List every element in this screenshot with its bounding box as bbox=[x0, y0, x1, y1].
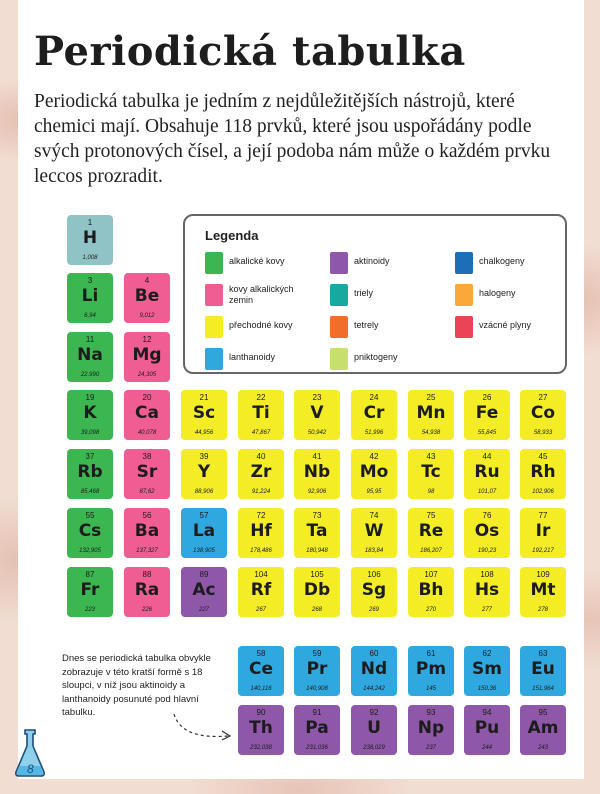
element-mo bbox=[351, 449, 397, 499]
element-symbol: Ce bbox=[248, 659, 273, 679]
element-symbol: Pr bbox=[306, 659, 328, 679]
atomic-number: 77 bbox=[538, 511, 548, 520]
element-tc bbox=[408, 449, 454, 499]
atomic-mass: 145 bbox=[425, 686, 436, 692]
atomic-mass: 232,038 bbox=[250, 745, 272, 751]
legend-label: přechodné kovy bbox=[229, 320, 293, 330]
element-symbol: Sg bbox=[361, 580, 387, 600]
atomic-number: 44 bbox=[482, 452, 492, 461]
atomic-mass: 54,938 bbox=[421, 430, 441, 436]
element-np bbox=[408, 705, 454, 755]
atomic-number: 25 bbox=[426, 393, 436, 402]
atomic-mass: 132,905 bbox=[79, 548, 101, 554]
legend-swatch bbox=[205, 252, 223, 274]
element-li bbox=[67, 273, 113, 323]
atomic-number: 73 bbox=[312, 511, 322, 520]
atomic-mass: 101,07 bbox=[477, 489, 497, 495]
legend-title: Legenda bbox=[205, 228, 259, 243]
legend-swatch bbox=[455, 316, 473, 338]
atomic-number: 24 bbox=[369, 393, 379, 402]
element-pm bbox=[408, 646, 454, 696]
atomic-number: 39 bbox=[199, 452, 209, 461]
atomic-number: 38 bbox=[142, 452, 152, 461]
atomic-mass: 58,933 bbox=[533, 430, 553, 436]
intro-paragraph: Periodická tabulka je jedním z nejdůležitějších nástrojů, které chemici mají. Obsahuje 118 prvků, které jsou uspořádány podle svých protonových čísel, a její podoba nám může o každém prvku leccos prozradit. bbox=[34, 91, 551, 187]
element-symbol: Cr bbox=[363, 403, 385, 423]
element-ir bbox=[520, 508, 566, 558]
atomic-number: 41 bbox=[312, 452, 322, 461]
atomic-mass: 24,305 bbox=[137, 372, 157, 378]
atomic-number: 43 bbox=[426, 452, 436, 461]
atomic-mass: 243 bbox=[537, 745, 548, 751]
element-mt bbox=[520, 567, 566, 617]
atomic-mass: 1,008 bbox=[82, 255, 98, 261]
atomic-number: 1 bbox=[87, 218, 93, 227]
element-symbol: Mn bbox=[416, 403, 446, 423]
element-eu bbox=[520, 646, 566, 696]
element-symbol: Hs bbox=[474, 580, 500, 600]
element-ta bbox=[294, 508, 340, 558]
legend-label: vzácné plyny bbox=[479, 320, 532, 330]
element-v bbox=[294, 390, 340, 440]
element-symbol: Hf bbox=[250, 521, 272, 541]
element-na bbox=[67, 332, 113, 382]
atomic-number: 26 bbox=[482, 393, 492, 402]
atomic-number: 95 bbox=[538, 708, 548, 717]
element-hs bbox=[464, 567, 510, 617]
atomic-mass: 278 bbox=[537, 607, 548, 613]
atomic-number: 22 bbox=[256, 393, 266, 402]
atomic-mass: 151,964 bbox=[532, 686, 554, 692]
element-fe bbox=[464, 390, 510, 440]
element-symbol: La bbox=[192, 521, 216, 541]
element-symbol: Ba bbox=[134, 521, 160, 541]
element-symbol: Db bbox=[303, 580, 331, 600]
element-sr bbox=[124, 449, 170, 499]
element-symbol: Mg bbox=[132, 345, 162, 365]
atomic-number: 37 bbox=[85, 452, 95, 461]
element-symbol: Zr bbox=[250, 462, 272, 482]
atomic-number: 27 bbox=[538, 393, 548, 402]
element-symbol: Ta bbox=[306, 521, 328, 541]
atomic-number: 88 bbox=[142, 570, 152, 579]
element-rb bbox=[67, 449, 113, 499]
element-symbol: Pa bbox=[305, 718, 329, 738]
atomic-number: 23 bbox=[312, 393, 322, 402]
legend-swatch bbox=[455, 252, 473, 274]
element-symbol: Fr bbox=[80, 580, 100, 600]
atomic-mass: 183,84 bbox=[364, 548, 384, 554]
atomic-number: 72 bbox=[256, 511, 266, 520]
element-symbol: Mt bbox=[530, 580, 556, 600]
element-symbol: Pu bbox=[474, 718, 500, 738]
element-symbol: Os bbox=[474, 521, 500, 541]
element-symbol: Ru bbox=[474, 462, 500, 482]
atomic-number: 57 bbox=[199, 511, 209, 520]
atomic-mass: 150,36 bbox=[477, 686, 497, 692]
element-rh bbox=[520, 449, 566, 499]
element-symbol: Ra bbox=[134, 580, 160, 600]
element-symbol: Sc bbox=[192, 403, 216, 423]
atomic-mass: 47,867 bbox=[251, 430, 271, 436]
atomic-number: 42 bbox=[369, 452, 379, 461]
atomic-number: 61 bbox=[426, 649, 436, 658]
atomic-mass: 223 bbox=[84, 607, 95, 613]
element-symbol: Eu bbox=[531, 659, 555, 679]
element-la bbox=[181, 508, 227, 558]
element-pu bbox=[464, 705, 510, 755]
legend-swatch bbox=[330, 284, 348, 306]
element-be bbox=[124, 273, 170, 323]
element-symbol: Sr bbox=[136, 462, 158, 482]
atomic-number: 56 bbox=[142, 511, 152, 520]
atomic-mass: 237 bbox=[425, 745, 436, 751]
atomic-number: 108 bbox=[480, 570, 494, 579]
atomic-number: 4 bbox=[144, 276, 150, 285]
atomic-number: 90 bbox=[256, 708, 266, 717]
legend-label: chalkogeny bbox=[479, 256, 525, 266]
layout-note: Dnes se periodická tabulka obvykle zobrazuje v této kratší formě s 18 sloupci, v níž jsou aktinoidy a lanthanoidy posunuté pod hlavní tabulku. bbox=[62, 653, 211, 718]
atomic-mass: 39,098 bbox=[80, 430, 100, 436]
atomic-mass: 238,029 bbox=[363, 745, 385, 751]
element-pr bbox=[294, 646, 340, 696]
element-db bbox=[294, 567, 340, 617]
legend-box bbox=[183, 214, 567, 374]
legend-swatch bbox=[205, 348, 223, 370]
element-symbol: K bbox=[83, 403, 97, 423]
atomic-mass: 6,94 bbox=[84, 313, 96, 319]
element-k bbox=[67, 390, 113, 440]
legend-label: halogeny bbox=[479, 288, 516, 298]
legend-swatch bbox=[455, 284, 473, 306]
element-sm bbox=[464, 646, 510, 696]
atomic-number: 59 bbox=[312, 649, 322, 658]
element-ba bbox=[124, 508, 170, 558]
atomic-mass: 144,242 bbox=[363, 686, 385, 692]
atomic-mass: 40,078 bbox=[137, 430, 157, 436]
atomic-mass: 190,23 bbox=[477, 548, 497, 554]
legend-label: triely bbox=[354, 288, 374, 298]
atomic-number: 11 bbox=[85, 335, 95, 344]
atomic-mass: 268 bbox=[311, 607, 322, 613]
atomic-mass: 44,956 bbox=[194, 430, 214, 436]
element-ti bbox=[238, 390, 284, 440]
element-symbol: Cs bbox=[78, 521, 102, 541]
element-symbol: Ac bbox=[192, 580, 216, 600]
atomic-number: 20 bbox=[142, 393, 152, 402]
element-symbol: Rb bbox=[77, 462, 103, 482]
atomic-mass: 226 bbox=[141, 607, 152, 613]
atomic-mass: 178,486 bbox=[250, 548, 272, 554]
element-symbol: Am bbox=[527, 718, 559, 738]
atomic-number: 92 bbox=[369, 708, 379, 717]
element-symbol: Co bbox=[530, 403, 556, 423]
legend-swatch bbox=[330, 316, 348, 338]
element-symbol: Nd bbox=[360, 659, 388, 679]
element-symbol: Ca bbox=[135, 403, 159, 423]
element-w bbox=[351, 508, 397, 558]
legend-swatch bbox=[330, 348, 348, 370]
atomic-number: 58 bbox=[256, 649, 266, 658]
atomic-mass: 270 bbox=[425, 607, 436, 613]
element-symbol: Np bbox=[417, 718, 445, 738]
atomic-number: 89 bbox=[199, 570, 209, 579]
atomic-mass: 137,327 bbox=[136, 548, 158, 554]
atomic-number: 40 bbox=[256, 452, 266, 461]
element-re bbox=[408, 508, 454, 558]
element-symbol: Tc bbox=[421, 462, 441, 482]
atomic-number: 12 bbox=[142, 335, 152, 344]
atomic-mass: 51,996 bbox=[364, 430, 384, 436]
element-symbol: Li bbox=[81, 286, 99, 306]
element-symbol: Nb bbox=[303, 462, 331, 482]
element-ca bbox=[124, 390, 170, 440]
element-mg bbox=[124, 332, 170, 382]
atomic-mass: 102,906 bbox=[532, 489, 554, 495]
atomic-number: 87 bbox=[85, 570, 95, 579]
element-h bbox=[67, 215, 113, 265]
element-symbol: V bbox=[310, 403, 324, 423]
atomic-mass: 140,908 bbox=[306, 686, 328, 692]
element-symbol: Fe bbox=[475, 403, 499, 423]
atomic-mass: 98 bbox=[427, 489, 435, 495]
atomic-number: 60 bbox=[369, 649, 379, 658]
element-cr bbox=[351, 390, 397, 440]
atomic-mass: 140,116 bbox=[250, 686, 272, 692]
atomic-number: 109 bbox=[536, 570, 550, 579]
element-os bbox=[464, 508, 510, 558]
element-sc bbox=[181, 390, 227, 440]
element-bh bbox=[408, 567, 454, 617]
atomic-mass: 180,948 bbox=[306, 548, 328, 554]
element-symbol: Bh bbox=[418, 580, 444, 600]
element-symbol: Sm bbox=[472, 659, 502, 679]
legend-label: aktinoidy bbox=[354, 256, 390, 266]
atomic-number: 55 bbox=[85, 511, 95, 520]
element-symbol: U bbox=[367, 718, 381, 738]
atomic-number: 3 bbox=[87, 276, 93, 285]
element-symbol: Pm bbox=[415, 659, 447, 679]
atomic-mass: 138,905 bbox=[193, 548, 215, 554]
element-rf bbox=[238, 567, 284, 617]
element-fr bbox=[67, 567, 113, 617]
element-symbol: Rh bbox=[530, 462, 556, 482]
atomic-number: 74 bbox=[369, 511, 379, 520]
atomic-number: 75 bbox=[426, 511, 436, 520]
atomic-mass: 244 bbox=[481, 745, 492, 751]
atomic-mass: 227 bbox=[198, 607, 209, 613]
atomic-number: 105 bbox=[310, 570, 324, 579]
atomic-number: 91 bbox=[312, 708, 322, 717]
atomic-mass: 192,217 bbox=[532, 548, 554, 554]
legend-swatch bbox=[205, 284, 223, 306]
atomic-number: 21 bbox=[199, 393, 209, 402]
element-ce bbox=[238, 646, 284, 696]
atomic-number: 104 bbox=[254, 570, 268, 579]
atomic-mass: 92,906 bbox=[307, 489, 327, 495]
element-symbol: Ti bbox=[252, 403, 270, 423]
element-co bbox=[520, 390, 566, 440]
page-title: Periodická tabulka bbox=[34, 28, 466, 75]
atomic-mass: 91,224 bbox=[251, 489, 271, 495]
atomic-number: 93 bbox=[426, 708, 436, 717]
element-symbol: Rf bbox=[250, 580, 272, 600]
atomic-mass: 95,95 bbox=[366, 489, 382, 495]
atomic-mass: 186,207 bbox=[420, 548, 442, 554]
atomic-mass: 88,906 bbox=[194, 489, 214, 495]
element-hf bbox=[238, 508, 284, 558]
atomic-number: 19 bbox=[85, 393, 95, 402]
element-symbol: Ir bbox=[535, 521, 551, 541]
dashed-arrow-icon bbox=[172, 712, 234, 742]
element-ru bbox=[464, 449, 510, 499]
element-cs bbox=[67, 508, 113, 558]
element-pa bbox=[294, 705, 340, 755]
element-symbol: Be bbox=[134, 286, 160, 306]
atomic-mass: 269 bbox=[368, 607, 379, 613]
element-u bbox=[351, 705, 397, 755]
atomic-number: 63 bbox=[538, 649, 548, 658]
element-zr bbox=[238, 449, 284, 499]
element-nd bbox=[351, 646, 397, 696]
atomic-number: 76 bbox=[482, 511, 492, 520]
atomic-mass: 277 bbox=[481, 607, 492, 613]
atomic-number: 94 bbox=[482, 708, 492, 717]
atomic-mass: 85,468 bbox=[80, 489, 100, 495]
legend-label: pniktogeny bbox=[354, 352, 398, 362]
element-symbol: Mo bbox=[359, 462, 389, 482]
legend-label: tetrely bbox=[354, 320, 379, 330]
atomic-number: 107 bbox=[424, 570, 438, 579]
atomic-number: 45 bbox=[538, 452, 548, 461]
atomic-mass: 87,62 bbox=[139, 489, 155, 495]
element-symbol: W bbox=[364, 521, 384, 541]
legend-swatch bbox=[330, 252, 348, 274]
element-symbol: Re bbox=[418, 521, 444, 541]
element-ra bbox=[124, 567, 170, 617]
atomic-number: 106 bbox=[367, 570, 381, 579]
atomic-mass: 267 bbox=[255, 607, 266, 613]
element-mn bbox=[408, 390, 454, 440]
legend-swatch bbox=[205, 316, 223, 338]
atomic-mass: 50,942 bbox=[307, 430, 327, 436]
atomic-mass: 55,845 bbox=[477, 430, 497, 436]
atomic-mass: 9,012 bbox=[139, 313, 155, 319]
element-symbol: Th bbox=[249, 718, 273, 738]
element-sg bbox=[351, 567, 397, 617]
legend-label: lanthanoidy bbox=[229, 352, 276, 362]
legend-label: alkalické kovy bbox=[229, 256, 285, 266]
element-th bbox=[238, 705, 284, 755]
element-am bbox=[520, 705, 566, 755]
atomic-number: 62 bbox=[482, 649, 492, 658]
element-y bbox=[181, 449, 227, 499]
element-ac bbox=[181, 567, 227, 617]
element-nb bbox=[294, 449, 340, 499]
element-symbol: Y bbox=[197, 462, 211, 482]
page-number: 8 bbox=[27, 762, 34, 776]
element-symbol: Na bbox=[77, 345, 103, 365]
atomic-mass: 231,036 bbox=[306, 745, 328, 751]
element-symbol: H bbox=[82, 228, 98, 248]
atomic-mass: 22,990 bbox=[80, 372, 100, 378]
legend-label: kovy alkalických zemin bbox=[229, 284, 294, 305]
